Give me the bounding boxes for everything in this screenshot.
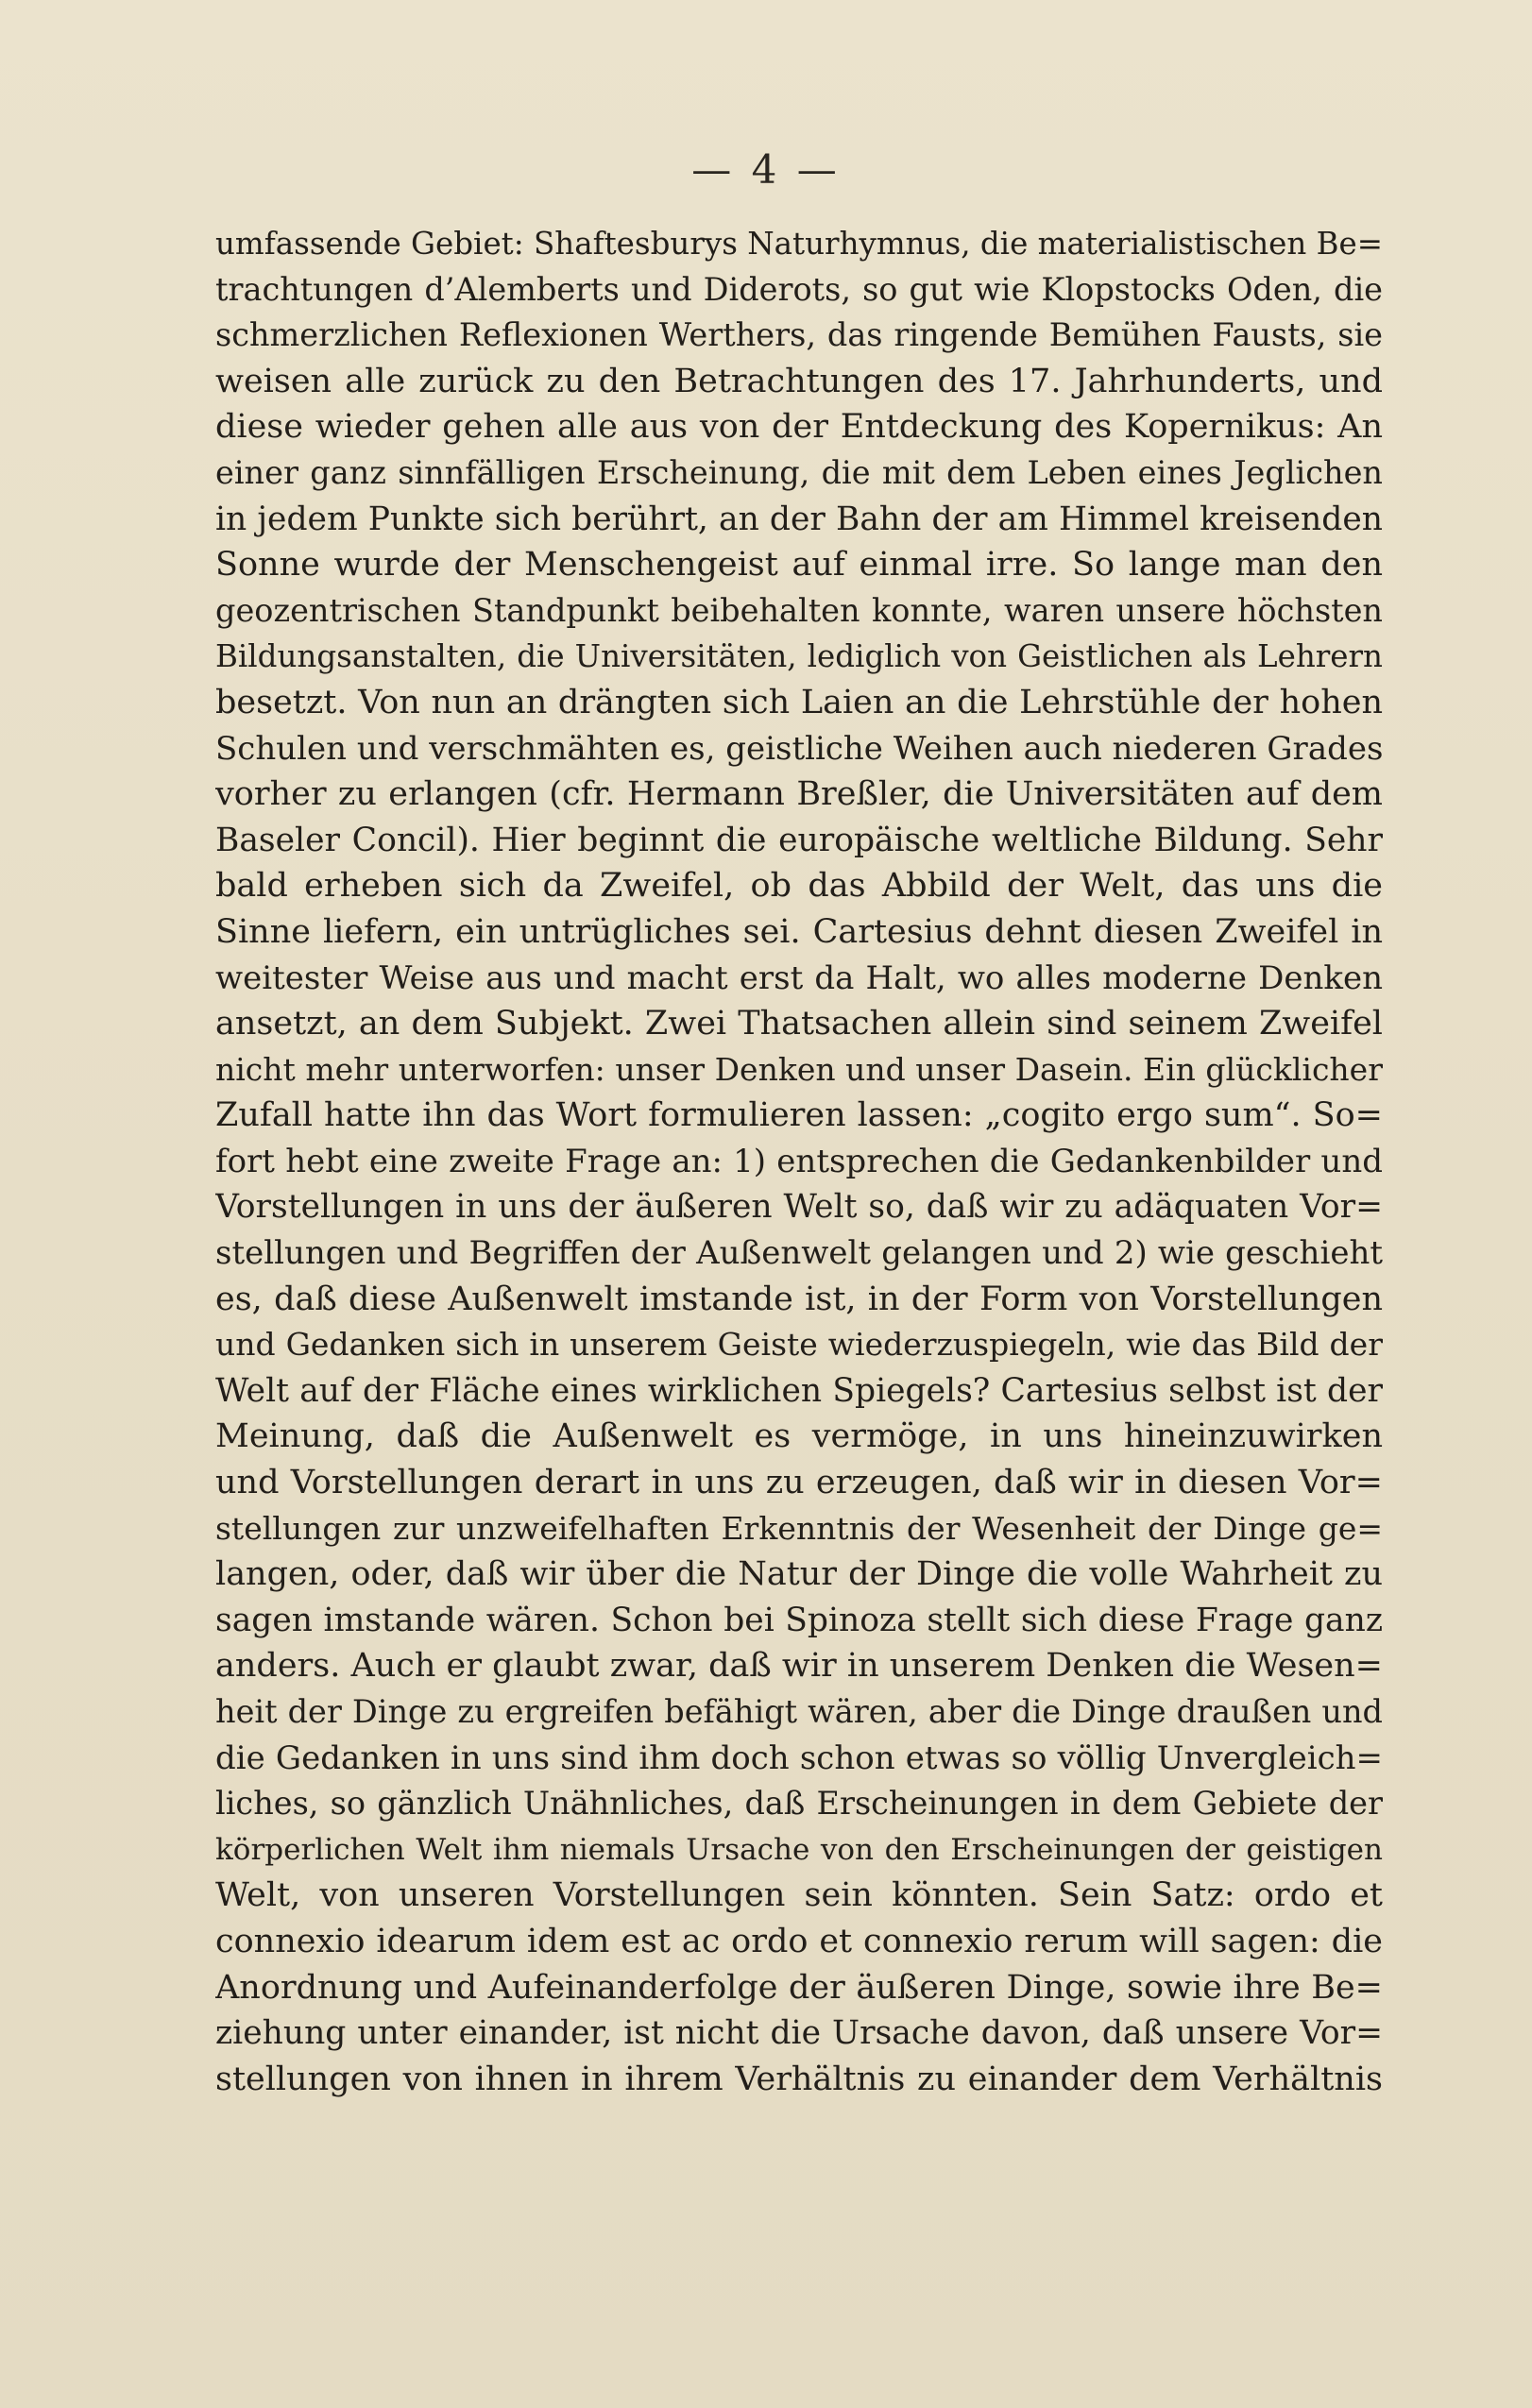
- text-line: Sonne wurde der Menschengeist auf einmal irre. So lange man den: [215, 546, 1383, 585]
- body-text: [215, 221, 1383, 2102]
- text-line: schmerzlichen Reflexionen Werthers, das ringende Bemühen Fausts, sie: [215, 316, 1383, 354]
- text-line: stellungen von ihnen in ihrem Verhältnis zu einander dem Verhältnis: [215, 2060, 1383, 2098]
- text-line: und Gedanken sich in unserem Geiste wiederzuspiegeln, wie das Bild der: [215, 1326, 1383, 1364]
- text-line: trachtungen d’Alemberts und Diderots, so gut wie Klopstocks Oden, die: [215, 270, 1383, 308]
- text-line: Anordnung und Aufeinanderfolge der äußeren Dinge, sowie ihre Be=: [215, 1968, 1383, 2007]
- text-line: umfassende Gebiet: Shaftesburys Naturhymnus, die materialistischen Be=: [215, 226, 1383, 262]
- text-line: Vorstellungen in uns der äußeren Welt so, daß wir zu adäquaten Vor=: [215, 1188, 1383, 1227]
- text-line: connexio idearum idem est ac ordo et connexio rerum will sagen: die: [215, 1922, 1383, 1960]
- text-line: nicht mehr unterworfen: unser Denken und unser Dasein. Ein glücklicher: [215, 1050, 1383, 1088]
- text-line: körperlichen Welt ihm niemals Ursache von den Erscheinungen der geistigen: [215, 1832, 1383, 1867]
- text-line: Schulen und verschmähten es, geistliche Weihen auch niederen Grades: [215, 729, 1383, 768]
- text-line: besetzt. Von nun an drängten sich Laien an die Lehrstühle der hohen: [215, 683, 1383, 721]
- text-line: Welt auf der Fläche eines wirklichen Spiegels? Cartesius selbst ist der: [215, 1371, 1383, 1410]
- text-line: heit der Dinge zu ergreifen befähigt wären, aber die Dinge draußen und: [215, 1693, 1383, 1730]
- text-line: ansetzt, an dem Subjekt. Zwei Thatsachen allein sind seinem Zweifel: [215, 1005, 1383, 1043]
- text-line: stellungen und Begriffen der Außenwelt gelangen und 2) wie geschieht: [215, 1234, 1383, 1273]
- text-line: Zufall hatte ihn das Wort formulieren lassen: „cogito ergo sum“. So=: [215, 1096, 1383, 1135]
- text-line: Bildungsanstalten, die Universitäten, lediglich von Geistlichen als Lehrern: [215, 638, 1383, 675]
- text-line: Sinne liefern, ein untrügliches sei. Cartesius dehnt diesen Zweifel in: [215, 912, 1383, 951]
- page-number: — 4 —: [691, 146, 841, 193]
- text-line: sagen imstande wären. Schon bei Spinoza stellt sich diese Frage ganz: [215, 1601, 1383, 1639]
- text-line: geozentrischen Standpunkt beibehalten konnte, waren unsere höchsten: [215, 591, 1383, 629]
- text-line: fort hebt eine zweite Frage an: 1) entsprechen die Gedankenbilder und: [215, 1142, 1383, 1180]
- text-line: liches, so gänzlich Unähnliches, daß Erscheinungen in dem Gebiete der: [215, 1785, 1383, 1823]
- text-line: ziehung unter einander, ist nicht die Ursache davon, daß unsere Vor=: [215, 2014, 1383, 2053]
- text-line: vorher zu erlangen (cfr. Hermann Breßler, die Universitäten auf dem: [215, 775, 1383, 814]
- text-line: stellungen zur unzweifelhaften Erkenntnis der Wesenheit der Dinge ge=: [215, 1509, 1383, 1547]
- text-line: langen, oder, daß wir über die Natur der Dinge die volle Wahrheit zu: [215, 1555, 1383, 1594]
- text-line: diese wieder gehen alle aus von der Entdeckung des Kopernikus: An: [215, 408, 1383, 447]
- text-line: weisen alle zurück zu den Betrachtungen des 17. Jahrhunderts, und: [215, 362, 1383, 400]
- text-line: anders. Auch er glaubt zwar, daß wir in unserem Denken die Wesen=: [215, 1647, 1383, 1686]
- text-line: und Vorstellungen derart in uns zu erzeugen, daß wir in diesen Vor=: [215, 1464, 1383, 1502]
- text-line: Baseler Concil). Hier beginnt die europäische weltliche Bildung. Sehr: [215, 821, 1383, 859]
- text-line: bald erheben sich da Zweifel, ob das Abbild der Welt, das uns die: [215, 867, 1383, 906]
- text-line: weitester Weise aus und macht erst da Halt, wo alles moderne Denken: [215, 958, 1383, 997]
- text-line: es, daß diese Außenwelt imstande ist, in der Form von Vorstellungen: [215, 1280, 1383, 1318]
- text-line: Meinung, daß die Außenwelt es vermöge, in uns hineinzuwirken: [215, 1417, 1383, 1456]
- text-line: die Gedanken in uns sind ihm doch schon etwas so völlig Unvergleich=: [215, 1738, 1383, 1777]
- text-line: einer ganz sinnfälligen Erscheinung, die mit dem Leben eines Jeglichen: [215, 453, 1383, 491]
- text-line: in jedem Punkte sich berührt, an der Bahn der am Himmel kreisenden: [215, 500, 1383, 538]
- text-line: Welt, von unseren Vorstellungen sein könnten. Sein Satz: ordo et: [215, 1876, 1383, 1915]
